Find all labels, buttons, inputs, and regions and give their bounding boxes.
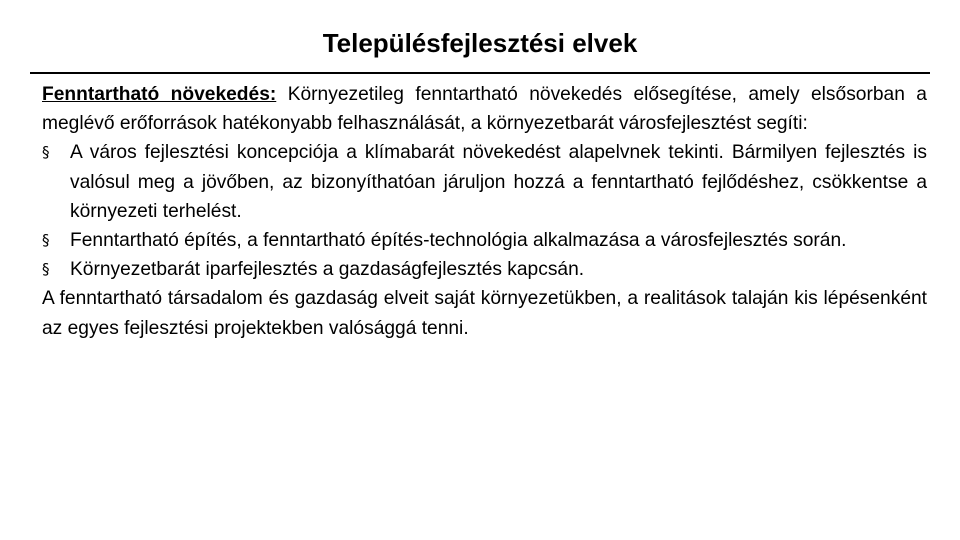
bullet-square-icon: §	[42, 231, 50, 250]
bullet-square-icon: §	[42, 260, 50, 279]
bullet-text: A város fejlesztési koncepciója a klímabarát növekedést alapelvnek tekinti. Bármilyen fejlesztés is valósul meg a jövőben, az bizonyíthatóan járuljon hozzá a fenntartható fejlődéshez, csökkentse a környezeti terhelést.	[70, 142, 927, 222]
bullet-list	[42, 138, 927, 284]
title-divider	[30, 72, 930, 74]
bullet-item	[42, 138, 927, 226]
intro-paragraph	[42, 80, 927, 138]
bullet-item	[42, 226, 927, 255]
bullet-item	[42, 255, 927, 284]
intro-lead: Fenntartható növekedés:	[42, 84, 277, 105]
bullet-text: Fenntartható építés, a fenntartható építés-technológia alkalmazása a városfejlesztés során.	[70, 230, 847, 252]
intro-text: Környezetileg fenntartható növekedés elősegítése, amely elsősorban a meglévő erőforrások hatékonyabb felhasználását, a környezetbarát városfejlesztést segíti:	[42, 84, 927, 135]
bullet-square-icon: §	[42, 143, 50, 162]
bullet-text: Környezetbarát iparfejlesztés a gazdaságfejlesztés kapcsán.	[70, 259, 585, 281]
closing-paragraph: A fenntartható társadalom és gazdaság elveit saját környezetükben, a realitások talaján kis lépésenként az egyes fejlesztési projektekben valósággá tenni.	[42, 288, 927, 339]
slide-body	[42, 80, 927, 343]
slide-title: Településfejlesztési elvek	[322, 28, 638, 58]
